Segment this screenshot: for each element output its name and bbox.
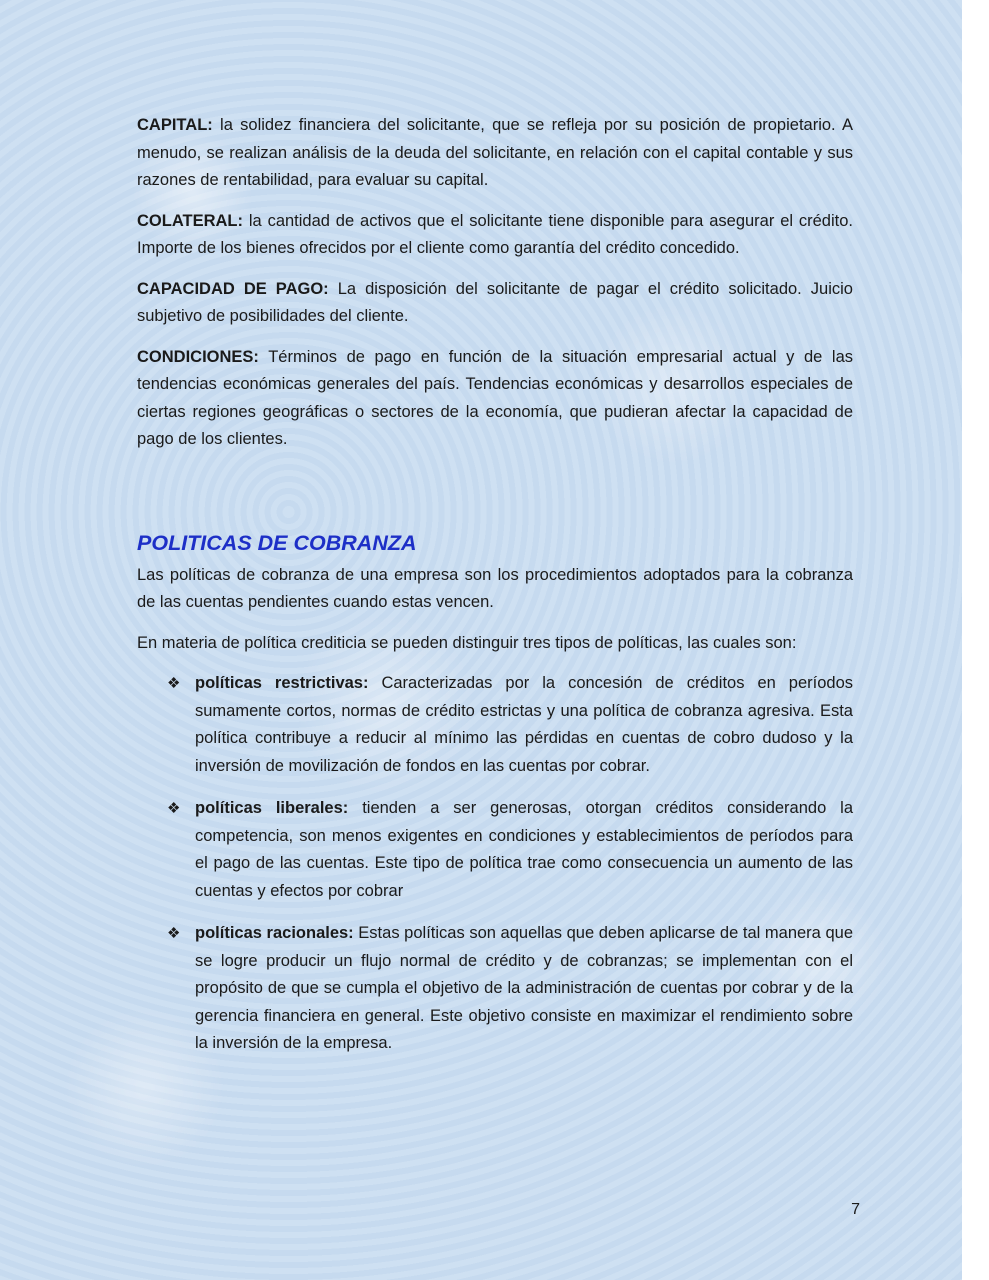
definition-capacidad-de-pago — [137, 276, 853, 331]
definition-colateral — [137, 208, 853, 263]
policy-item-restrictivas — [137, 670, 853, 780]
definition-capital — [137, 112, 853, 195]
page-number: 7 — [851, 1201, 860, 1218]
policy-term: políticas liberales: — [195, 799, 349, 817]
section-title: POLITICAS DE COBRANZA — [137, 530, 417, 555]
policy-term: políticas racionales: — [195, 924, 354, 942]
section-intro-list-lead: En materia de política crediticia se pueden distinguir tres tipos de políticas, las cuales son: — [137, 633, 797, 652]
definition-text: Términos de pago en función de la situación empresarial actual y de las tendencias económicas generales del país. Tendencias económicas y desarrollos especiales de ciertas regiones geográficas o sectores de la economía, que pudieran afectar la capacidad de pago de los clientes. — [137, 347, 853, 448]
document-body — [137, 112, 853, 1073]
policy-text: tienden a ser generosas, otorgan créditos considerando la competencia, son menos exigentes en condiciones y establecimientos de períodos para el pago de las cuentas. Este tipo de política trae como consecuencia un aumento de las cuentas y efectos por cobrar — [195, 799, 853, 900]
page-margin-strip — [962, 0, 989, 1280]
definition-term: CAPITAL: — [137, 116, 213, 134]
definition-text: La disposición del solicitante de pagar el crédito solicitado. Juicio subjetivo de posibilidades del cliente. — [137, 279, 853, 325]
policy-text: Estas políticas son aquellas que deben aplicarse de tal manera que se logre producir un flujo normal de crédito y de cobranzas; se implementan con el propósito de que se cumpla el objetivo de la administración de cuentas por cobrar y de la gerencia financiera en general. Este objetivo consiste en maximizar el rendimiento sobre la inversión de la empresa. — [195, 924, 853, 1052]
diamond-bullet-icon: ❖ — [167, 800, 181, 817]
definition-condiciones — [137, 344, 853, 454]
definition-term: CAPACIDAD DE PAGO: — [137, 279, 329, 298]
diamond-bullet-icon: ❖ — [167, 675, 181, 692]
section-intro-paragraph: Las políticas de cobranza de una empresa son los procedimientos adoptados para la cobranza de las cuentas pendientes cuando estas vencen. — [137, 565, 853, 611]
policy-term: políticas restrictivas: — [195, 674, 369, 692]
definition-term: COLATERAL: — [137, 211, 244, 230]
definition-term: CONDICIONES: — [137, 347, 259, 366]
definition-text: la cantidad de activos que el solicitante tiene disponible para asegurar el crédito. Importe de los bienes ofrecidos por el cliente como garantía del crédito concedido. — [137, 211, 853, 257]
policies-list — [137, 670, 853, 1058]
policy-item-liberales — [137, 795, 853, 905]
definition-text: la solidez financiera del solicitante, que se refleja por su posición de propietario. A menudo, se realizan análisis de la deuda del solicitante, en relación con el capital contable y sus razones de rentabilidad, para evaluar su capital. — [137, 116, 853, 189]
diamond-bullet-icon: ❖ — [167, 925, 181, 942]
policy-text: Caracterizadas por la concesión de créditos en períodos sumamente cortos, normas de crédito estrictas y una política de cobranza agresiva. Esta política contribuye a reducir al mínimo las pérdidas en cuentas de cobro dudoso y la inversión de movilización de fondos en las cuentas por cobrar. — [195, 674, 853, 775]
policy-item-racionales — [137, 920, 853, 1058]
